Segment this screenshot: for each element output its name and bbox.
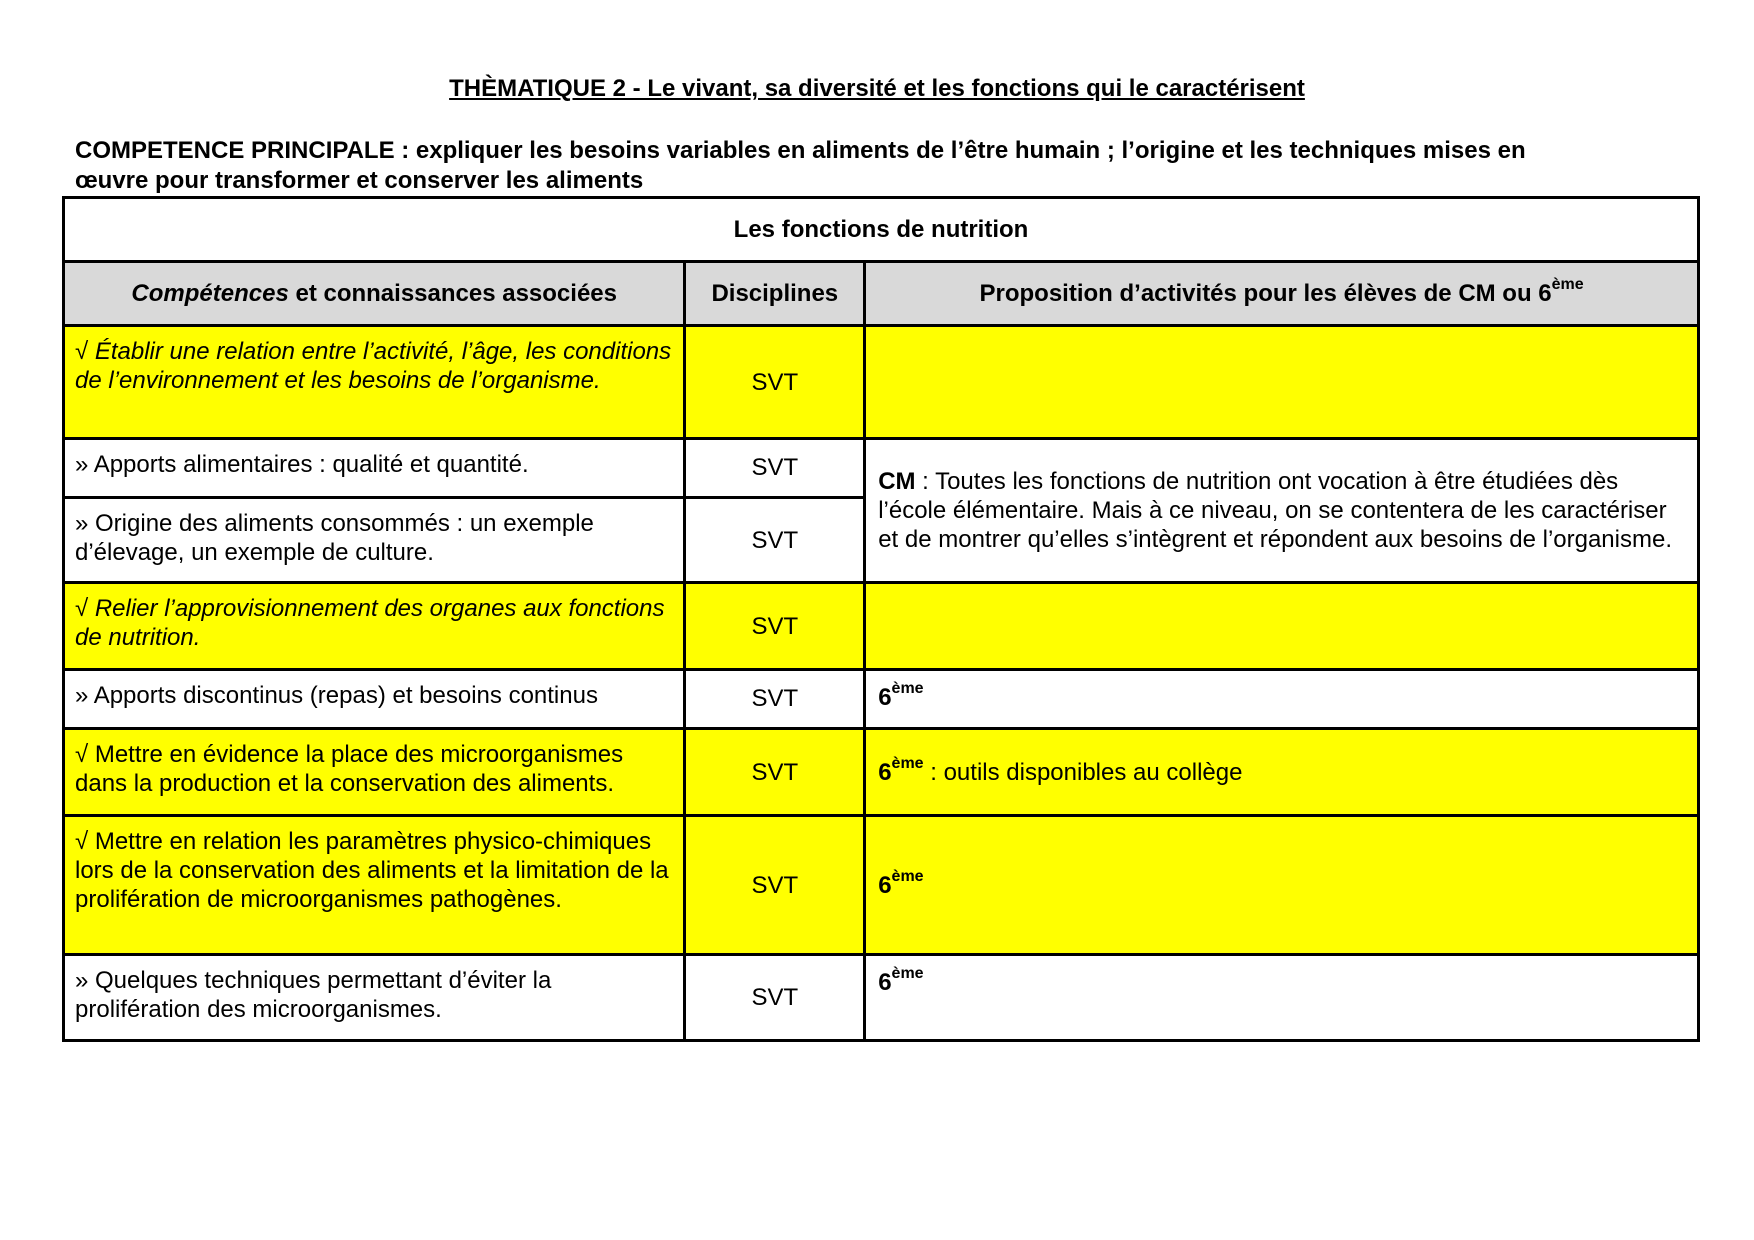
- competence-cell: √ Établir une relation entre l’activité, l’âge, les conditions de l’environnement et les besoins de l’organisme.: [64, 326, 685, 439]
- knowledge-cell: » Origine des aliments consommés : un exemple d’élevage, un exemple de culture.: [64, 498, 685, 583]
- discipline-cell: SVT: [685, 498, 865, 583]
- level-label: 6: [878, 871, 892, 899]
- table-row: [64, 583, 1699, 670]
- level-sup: ème: [891, 754, 924, 772]
- column-header-competences: [64, 262, 685, 326]
- table-row: [64, 955, 1699, 1041]
- discipline-cell: SVT: [685, 670, 865, 729]
- column-header-rest: et connaissances associées: [288, 280, 617, 307]
- table-row: [64, 439, 1699, 498]
- level-label: 6: [878, 684, 892, 711]
- knowledge-cell: » Quelques techniques permettant d’éviter la prolifération des microorganismes.: [64, 955, 685, 1041]
- table-caption-row: [64, 198, 1699, 262]
- table-row: [64, 326, 1699, 439]
- table-header-row: [64, 262, 1699, 326]
- column-header-activites-sup: ème: [1551, 276, 1584, 293]
- competence-principale: [75, 136, 1695, 196]
- activity-cell-empty: [865, 583, 1699, 670]
- discipline-cell: SVT: [685, 583, 865, 670]
- cm-text: : Toutes les fonctions de nutrition ont vocation à être étudiées dès l’école élémentaire. Mais à ce niveau, on se contentera de les caractériser et de montrer qu’elles s’intègrent et répondent aux besoins de l’organisme.: [878, 468, 1672, 553]
- activity-cell-cm: [865, 439, 1699, 583]
- table-row: [64, 670, 1699, 729]
- competence-cell: √ Mettre en évidence la place des microorganismes dans la production et la conservation des aliments.: [64, 729, 685, 816]
- knowledge-cell: » Apports discontinus (repas) et besoins continus: [64, 670, 685, 729]
- level-label: 6: [878, 969, 892, 996]
- level-sup: ème: [891, 965, 924, 982]
- activity-cell: [865, 816, 1699, 955]
- title-text: THÈMATIQUE 2 - Le vivant, sa diversité et les fonctions qui le caractérisent: [449, 75, 1305, 102]
- activity-cell: [865, 670, 1699, 729]
- competence-line-2: œuvre pour transformer et conserver les aliments: [75, 167, 644, 194]
- table-row: [64, 816, 1699, 955]
- competence-cell: √ Relier l’approvisionnement des organes aux fonctions de nutrition.: [64, 583, 685, 670]
- level-label: 6: [878, 758, 892, 786]
- competence-cell: √ Mettre en relation les paramètres physico-chimiques lors de la conservation des aliments et la limitation de la prolifération de microorganismes pathogènes.: [64, 816, 685, 955]
- level-sup: ème: [891, 867, 924, 885]
- column-header-disciplines: Disciplines: [685, 262, 865, 326]
- nutrition-table: [62, 196, 1700, 1042]
- knowledge-cell: » Apports alimentaires : qualité et quantité.: [64, 439, 685, 498]
- competence-line-1: COMPETENCE PRINCIPALE : expliquer les besoins variables en aliments de l’être humain ; l’origine et les techniques mises en: [75, 137, 1526, 164]
- cm-label: CM: [878, 468, 916, 495]
- column-header-activites-text: Proposition d’activités pour les élèves de CM ou 6: [979, 280, 1552, 307]
- column-header-activites: [865, 262, 1699, 326]
- activity-cell: [865, 955, 1699, 1041]
- micro-activity-text: : outils disponibles au collège: [923, 758, 1243, 786]
- activity-cell-empty: [865, 326, 1699, 439]
- table-row: [64, 729, 1699, 816]
- discipline-cell: SVT: [685, 729, 865, 816]
- activity-cell: [865, 729, 1699, 816]
- table-caption: Les fonctions de nutrition: [64, 198, 1699, 262]
- column-header-italic: Compétences: [131, 280, 289, 307]
- discipline-cell: SVT: [685, 439, 865, 498]
- discipline-cell: SVT: [685, 955, 865, 1041]
- discipline-cell: SVT: [685, 816, 865, 955]
- discipline-cell: SVT: [685, 326, 865, 439]
- page-title: [0, 75, 1754, 103]
- level-sup: ème: [891, 680, 924, 697]
